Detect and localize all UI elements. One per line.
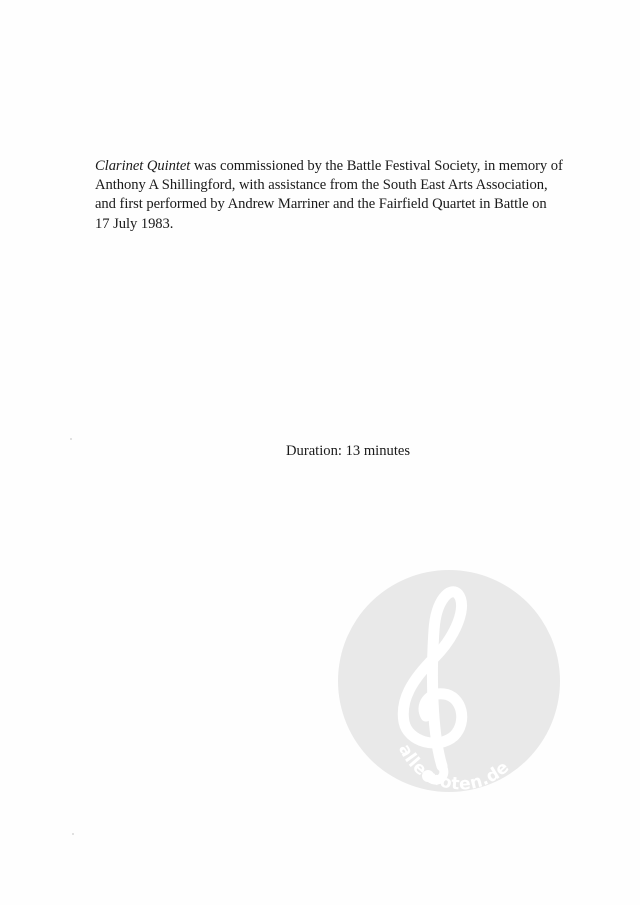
dedication-line-3: and first performed by Andrew Marriner and the Fairfield Quartet in Battle on [95,196,547,213]
dedication-line-2: Anthony A Shillingford, with assistance from the South East Arts Association, [95,177,548,194]
scan-speck [72,833,74,835]
duration-text: Duration: 13 minutes [286,443,411,459]
scan-speck [70,438,72,440]
watermark-logo [338,570,560,792]
dedication-line-1-rest: was commissioned by the Battle Festival Society, in memory of [190,158,563,174]
dedication-line-1 [95,157,565,176]
dedication-note [95,157,565,234]
watermark-disc [338,570,560,792]
work-title: Clarinet Quintet [95,158,191,174]
dedication-line-4: 17 July 1983. [95,215,174,232]
watermark-text: alle-noten.de [394,740,514,792]
